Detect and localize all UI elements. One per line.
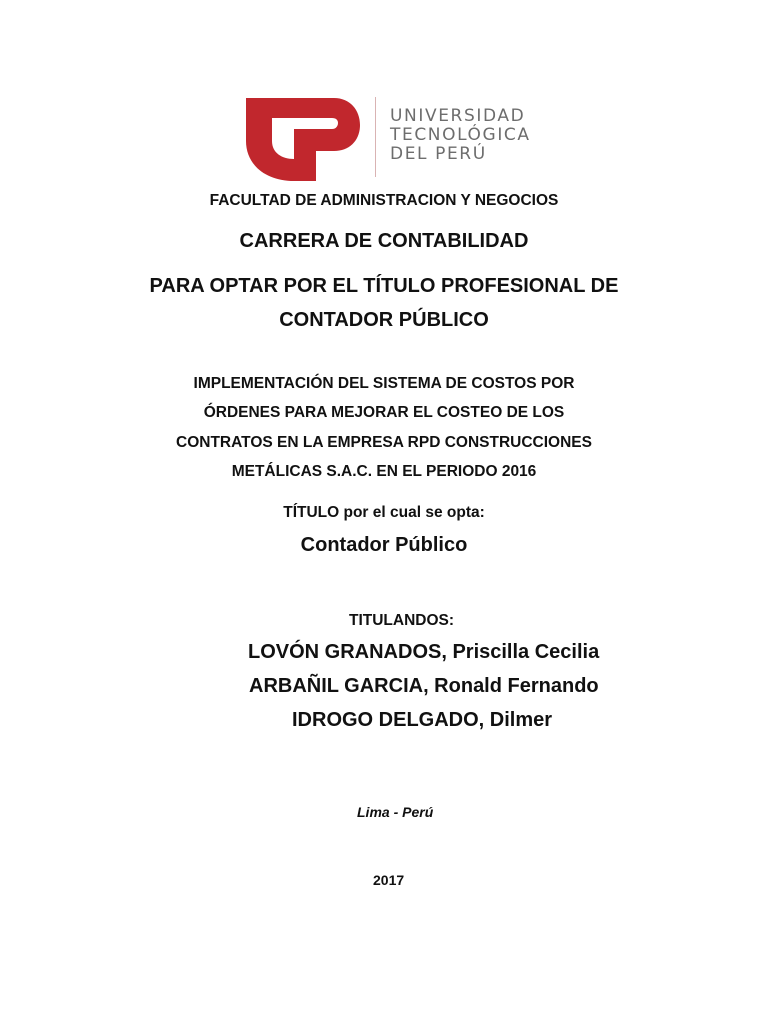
logo-text-line: UNIVERSIDAD: [390, 106, 526, 126]
faculty-heading: FACULTAD DE ADMINISTRACION Y NEGOCIOS: [209, 192, 559, 209]
logo-text-line: TECNOLÓGICA: [390, 125, 531, 145]
thesis-title-line: ÓRDENES PARA MEJORAR EL COSTEO DE LOS: [203, 404, 565, 421]
authors-label: TITULANDOS:: [349, 612, 455, 629]
degree-label: TÍTULO por el cual se opta:: [283, 504, 485, 521]
thesis-title-line: METÁLICAS S.A.C. EN EL PERIODO 2016: [231, 463, 537, 480]
author-name: IDROGO DELGADO, Dilmer: [292, 709, 553, 731]
thesis-title-line: IMPLEMENTACIÓN DEL SISTEMA DE COSTOS POR: [193, 375, 575, 392]
logo-text-line: DEL PERÚ: [390, 144, 487, 164]
thesis-title-line: CONTRATOS EN LA EMPRESA RPD CONSTRUCCIONES: [176, 434, 592, 451]
career-heading: CARRERA DE CONTABILIDAD: [239, 230, 529, 252]
degree-statement-line1: PARA OPTAR POR EL TÍTULO PROFESIONAL DE: [149, 275, 619, 297]
university-name: [390, 107, 531, 164]
place: Lima - Perú: [357, 804, 434, 820]
degree-statement-line2: CONTADOR PÚBLICO: [279, 309, 489, 331]
degree-value: Contador Público: [300, 534, 468, 556]
author-name: LOVÓN GRANADOS, Priscilla Cecilia: [248, 641, 600, 663]
author-name: ARBAÑIL GARCIA, Ronald Fernando: [249, 675, 599, 697]
logo-divider: [375, 97, 376, 177]
university-logo: [244, 93, 554, 183]
year: 2017: [373, 872, 405, 888]
utp-logo-icon: [244, 93, 364, 183]
